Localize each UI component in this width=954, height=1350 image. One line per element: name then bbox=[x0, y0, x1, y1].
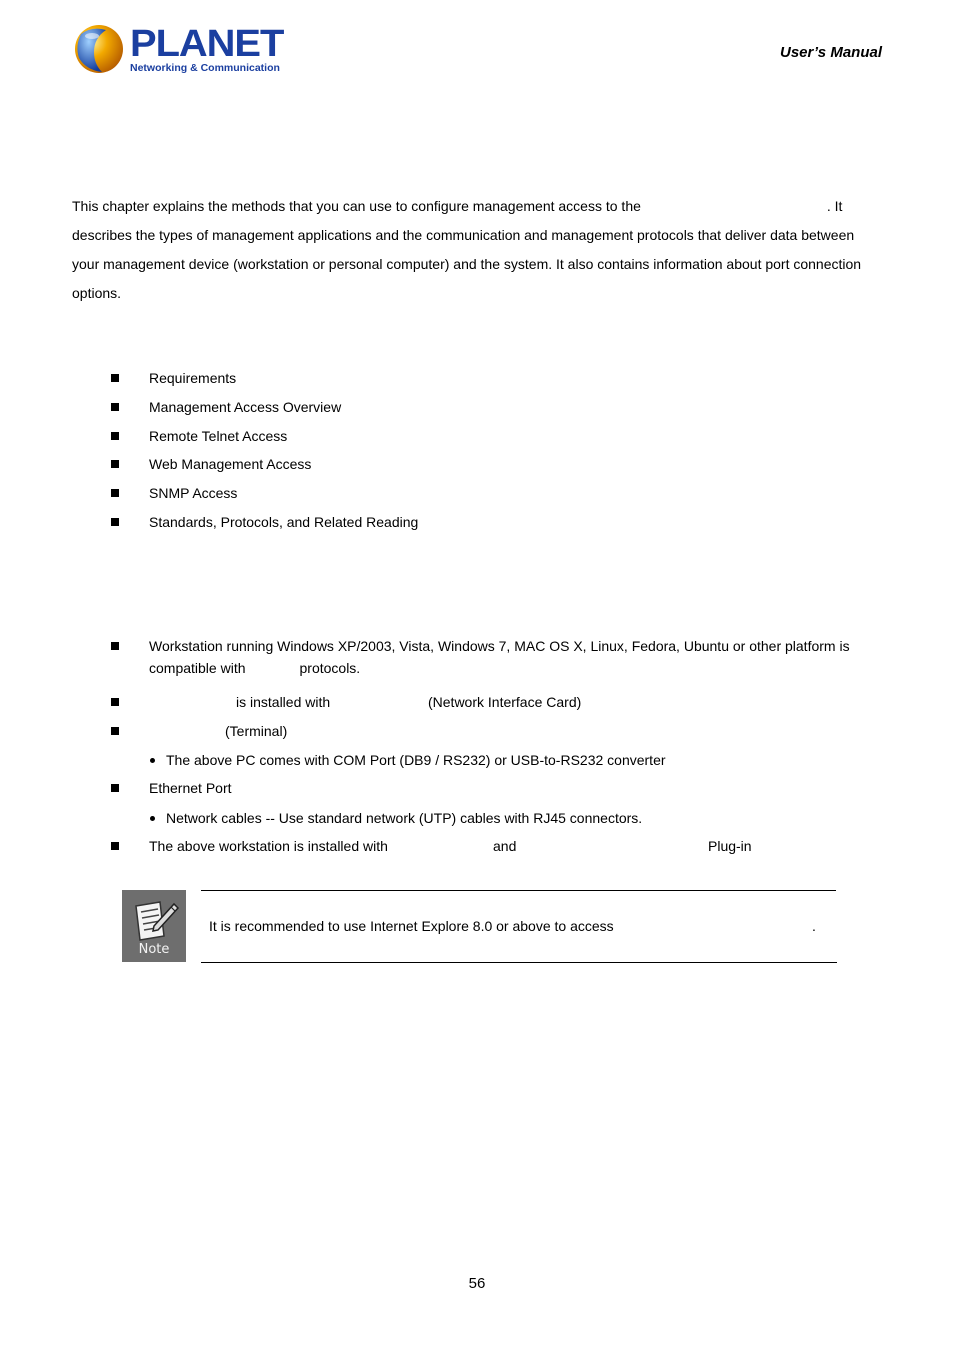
notepad-pen-icon bbox=[130, 896, 180, 942]
page-number: 56 bbox=[468, 1275, 486, 1292]
intro-line-1a: This chapter explains the methods that you can use to configure management access to the bbox=[72, 198, 641, 214]
requirement-workstation-line-1: Workstation running Windows XP/2003, Vista, Windows 7, MAC OS X, Linux, Fedora, Ubuntu or other platform is bbox=[149, 638, 850, 654]
list-item: Management Access Overview bbox=[149, 399, 342, 415]
manual-title: User’s Manual bbox=[780, 44, 882, 61]
note-label: Note bbox=[138, 942, 170, 957]
intro-line-3: your management device (workstation or personal computer) and the system. It also contains information about port connection bbox=[72, 256, 862, 272]
note-bottom-rule bbox=[201, 962, 837, 963]
square-bullet-icon bbox=[111, 460, 119, 468]
square-bullet-icon bbox=[111, 698, 119, 706]
planet-logo bbox=[72, 22, 284, 78]
list-item: Standards, Protocols, and Related Reading bbox=[149, 514, 419, 530]
intro-paragraph bbox=[72, 192, 884, 308]
note-top-rule bbox=[201, 890, 836, 891]
intro-line-4: options. bbox=[72, 285, 122, 301]
note-text: It is recommended to use Internet Explore 8.0 or above to access bbox=[209, 918, 614, 934]
square-bullet-icon bbox=[111, 432, 119, 440]
requirement-browser-c: Plug-in bbox=[708, 838, 752, 854]
note-tail: . bbox=[812, 918, 816, 934]
requirement-nic-b: (Network Interface Card) bbox=[428, 694, 582, 710]
intro-line-2: describes the types of management applications and the communication and management protocols that deliver data between bbox=[72, 227, 855, 243]
logo-tagline: Networking & Communication bbox=[130, 62, 280, 74]
logo-wordmark: PLANET bbox=[130, 23, 284, 65]
requirement-cables: Network cables -- Use standard network (UTP) cables with RJ45 connectors. bbox=[166, 810, 643, 826]
list-item: Web Management Access bbox=[149, 456, 312, 472]
requirement-nic-a: is installed with bbox=[236, 694, 331, 710]
square-bullet-icon bbox=[111, 403, 119, 411]
square-bullet-icon bbox=[111, 784, 119, 792]
square-bullet-icon bbox=[111, 489, 119, 497]
list-item: SNMP Access bbox=[149, 485, 238, 501]
requirement-com-port: The above PC comes with COM Port (DB9 / RS232) or USB-to-RS232 converter bbox=[166, 752, 666, 768]
list-item: Requirements bbox=[149, 370, 237, 386]
requirement-text: protocols. bbox=[299, 660, 361, 676]
requirement-workstation bbox=[149, 635, 889, 679]
requirement-terminal: (Terminal) bbox=[225, 723, 288, 739]
requirement-ethernet: Ethernet Port bbox=[149, 780, 232, 796]
requirement-browser-b: and bbox=[493, 838, 517, 854]
requirement-text: compatible with bbox=[149, 660, 246, 676]
square-bullet-icon bbox=[111, 842, 119, 850]
intro-line-1b: . It bbox=[826, 198, 843, 214]
dot-bullet-icon bbox=[150, 758, 155, 763]
square-bullet-icon bbox=[111, 374, 119, 382]
square-bullet-icon bbox=[111, 727, 119, 735]
note-icon bbox=[122, 890, 186, 962]
square-bullet-icon bbox=[111, 642, 119, 650]
requirement-workstation-line-2 bbox=[149, 657, 889, 679]
requirement-browser-a: The above workstation is installed with bbox=[149, 838, 388, 854]
globe-icon bbox=[72, 22, 126, 76]
list-item: Remote Telnet Access bbox=[149, 428, 288, 444]
square-bullet-icon bbox=[111, 518, 119, 526]
dot-bullet-icon bbox=[150, 816, 155, 821]
